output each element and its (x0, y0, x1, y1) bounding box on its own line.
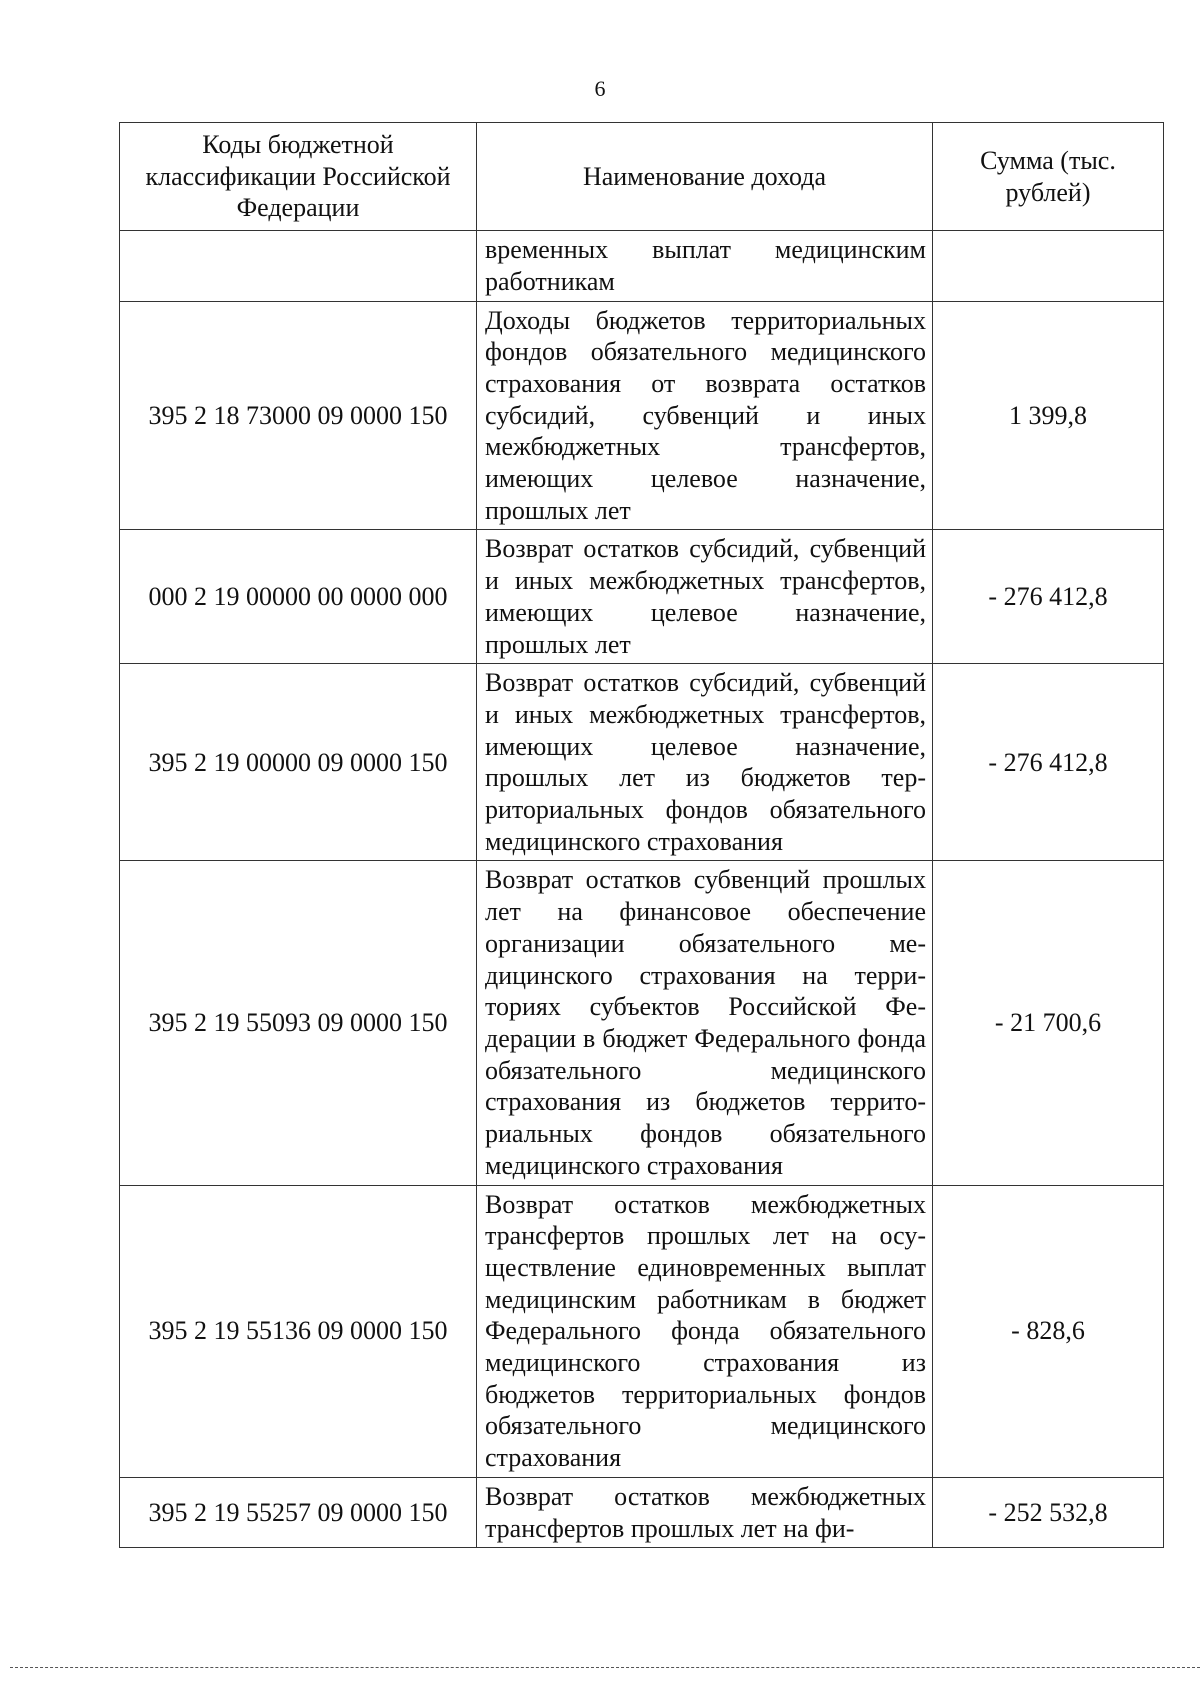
row-sum: - 828,6 (933, 1185, 1164, 1477)
table-row (120, 1185, 1164, 1477)
page-number: 6 (594, 76, 606, 101)
header-code: Коды бюджетной классификации Российской Федерации (120, 123, 477, 231)
row-name: Возврат остатков субсидий, субвенций и иных межбюджетных трансфертов, имеющих целевое назначение, прошлых лет из бюджетов территориальных фондов обязательного медицинского страхования (477, 664, 933, 861)
row-sum: - 276 412,8 (933, 530, 1164, 664)
row-name: Возврат остатков субвенций прошлых лет на финансовое обеспечение организации обязательного медицинского страхования на территориях субъектов Российской Федерации в бюджет Федерального фонда обязательного медицинского страхования из бюджетов территориальных фондов обязательного медицинского страхования (477, 861, 933, 1185)
row-sum: - 21 700,6 (933, 861, 1164, 1185)
header-sum: Сумма (тыс. рублей) (933, 123, 1164, 231)
table-row (120, 861, 1164, 1185)
header-name: Наименование дохода (477, 123, 933, 231)
revenue-table (119, 122, 1164, 1548)
row-code (120, 231, 477, 301)
row-code: 395 2 19 55093 09 0000 150 (120, 861, 477, 1185)
row-name: Доходы бюджетов территориальных фондов обязательного медицинского страхования от возврата остатков субсидий, субвенций и иных межбюджетных трансфертов, имеющих целевое назначение, прошлых лет (477, 301, 933, 530)
table-row (120, 664, 1164, 861)
row-sum: - 276 412,8 (933, 664, 1164, 861)
table-header-row (120, 123, 1164, 231)
page-bottom-divider (10, 1667, 1200, 1668)
row-code: 395 2 19 00000 09 0000 150 (120, 664, 477, 861)
row-name: Возврат остатков межбюджетных трансфертов прошлых лет на осуществление единовременных выплат медицинским работникам в бюджет Федерального фонда обязательного медицинского страхования из бюджетов территориальных фондов обязательного медицинского страхования (477, 1185, 933, 1477)
row-name: временных выплат медицинским работникам (477, 231, 933, 301)
row-code: 395 2 18 73000 09 0000 150 (120, 301, 477, 530)
table-row (120, 1477, 1164, 1547)
row-name: Возврат остатков субсидий, субвенций и иных межбюджетных трансфертов, имеющих целевое назначение, прошлых лет (477, 530, 933, 664)
row-code: 395 2 19 55136 09 0000 150 (120, 1185, 477, 1477)
row-code: 395 2 19 55257 09 0000 150 (120, 1477, 477, 1547)
row-sum: 1 399,8 (933, 301, 1164, 530)
row-sum: - 252 532,8 (933, 1477, 1164, 1547)
table-row (120, 231, 1164, 301)
row-name: Возврат остатков межбюджетных трансфертов прошлых лет на фи- (477, 1477, 933, 1547)
table-row (120, 530, 1164, 664)
table-row (120, 301, 1164, 530)
row-sum (933, 231, 1164, 301)
row-code: 000 2 19 00000 00 0000 000 (120, 530, 477, 664)
